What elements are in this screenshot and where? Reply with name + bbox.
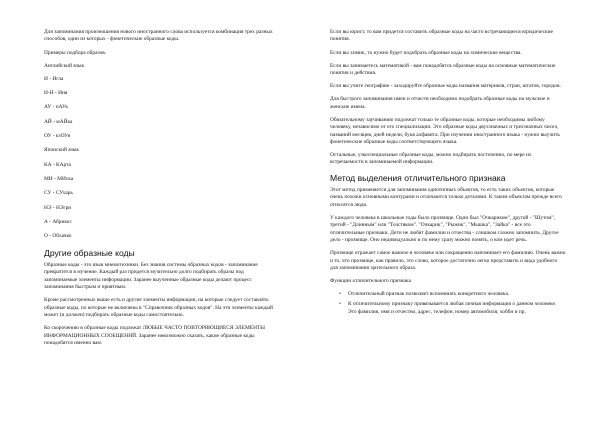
japanese-language-label: Японский язык bbox=[44, 147, 80, 154]
body-paragraph: Для быстрого запоминания имен и отчеств необходимо подобрать образные коды на мужские и женские имена. bbox=[330, 96, 550, 110]
right-column bbox=[330, 29, 566, 319]
japanese-pair: А - Абрикос bbox=[44, 219, 72, 226]
heading-method: Метод выделения отличительного признака bbox=[330, 172, 506, 183]
english-pair: ОУ - кзОУн bbox=[44, 132, 71, 139]
body-paragraph: У каждого человека в школьные годы было прозвище. Один был "Очкариком", другой - "Шутом", третий - "Длинным" или "Толстяком". "Очкарик", "Рыжик", "Мышка", "Зайка" - все это отличительные признаки. Дети не любят фамилии и отчества - слишком сложно запомнить. Другое дело - прозвище. Оно индивидуально и по нему сразу можно понять, о ком идет речь. bbox=[330, 214, 559, 244]
japanese-pair: О - Облачко bbox=[44, 233, 72, 240]
other-codes-paragraph: Ко скорочению в образные коды подлежат ЛЮБЫЕ ЧАСТО ПОВТОРЯЮЩИЕСЯ ЭЛЕМЕНТЫ ИНФОРМАЦИОННЫХ СООБЩЕНИЙ. Заранее невозможно сказать, какие образные коды понадобятся именно вам. bbox=[44, 325, 265, 347]
english-pair: АЙ - мАЙка bbox=[44, 118, 73, 125]
japanese-pair: КА - КАрта bbox=[44, 161, 71, 168]
body-paragraph: Остальные, узкоспециальные образные коды, можно подбирать постепенно, по мере их встречаемости в запоминаемой информации. bbox=[330, 152, 532, 166]
list-item: • К отличительному признаку привязывается любая личная информация о данном человеке. Это фамилия, имя и отчество, адрес, телефон, номер автомобиля, хобби и пр. bbox=[348, 301, 566, 316]
left-column bbox=[44, 29, 276, 353]
functions-list bbox=[330, 291, 566, 316]
intro-paragraph: Для запоминания произношения нового иностранного слова используется комбинация трех разных способов, один из которых - фонетические образные коды. bbox=[44, 29, 273, 43]
other-codes-paragraph: Образные коды - это язык мнемотехники. Без знания системы образных кодов - запоминание превратится в мучение. Каждый раз придется мучительно долго подбирать образы под запоминаемые элементы информации. Заранее выученные образные коды делают процесс запоминания быстрым и приятным. bbox=[44, 262, 258, 291]
body-paragraph: Обязательному заучиванию подлежат только те образные коды, которые необходимы любому человеку, независимо от его специализации. Это образные коды двухзначных и трехзначных чисел, названий месяцев, дней недели, букв алфавита. При изучении иностранного языка - нужно выучить фонетические образные коды соответствующего языка. bbox=[330, 116, 560, 145]
japanese-pair: НЭ - НЭгри bbox=[44, 204, 72, 211]
list-item: • Отличительный признак позволяет вспоминать конкретного человека. bbox=[348, 291, 566, 298]
english-pair: И-Н - Иня bbox=[44, 89, 68, 96]
english-pair: И - Игла bbox=[44, 75, 64, 82]
japanese-pair: СУ - СУхарь bbox=[44, 190, 73, 197]
english-pair: АУ - пАУк bbox=[44, 104, 68, 111]
body-paragraph: Если вы химик, то нужно будет подобрать образные коды на химические вещества. bbox=[330, 49, 522, 56]
body-paragraph: Если вы занимаетесь математикой - вам понадобятся образные коды на основные математические понятия и действия. bbox=[330, 62, 556, 76]
heading-other-codes: Другие образные коды bbox=[44, 247, 135, 258]
examples-title: Примеры подбора образов. bbox=[44, 49, 107, 56]
japanese-pair: МИ - МИска bbox=[44, 176, 74, 182]
body-paragraph: Если вы учите географию - заходируйте образные коды названия материков, стран, штатов, городов. bbox=[330, 83, 561, 90]
other-codes-paragraph: Кроме рассмотренных выше есть и другие элементы информации, на которые следует составлять образные коды, по которые не включены в "Справочник образных кодов". На эти элементы каждый может (и должен) подбирать образные коды самостоятельно. bbox=[44, 297, 273, 319]
body-paragraph: Если вы юрист, то вам придется составить образные коды на часто встречающиеся юридические понятия. bbox=[330, 29, 553, 43]
english-language-label: Английский язык bbox=[44, 62, 85, 69]
body-paragraph: Этот метод применяется для запоминания однотипных объектов, то есть таких объектов, которые очень похожи основными контурами и отличаются только деталями. К таким объектам прежде всего относятся люди. bbox=[330, 186, 562, 208]
body-paragraph: Прозвище отражает самое важное в человеке или сокращенно напоминает его фамилию. Очень важно и то, что прозвище, как правило, это слово, которое достаточно легко представить и вида удобного для запоминания зрительного образа. bbox=[330, 250, 566, 272]
functions-title: Функции отличительного признака bbox=[330, 278, 411, 285]
